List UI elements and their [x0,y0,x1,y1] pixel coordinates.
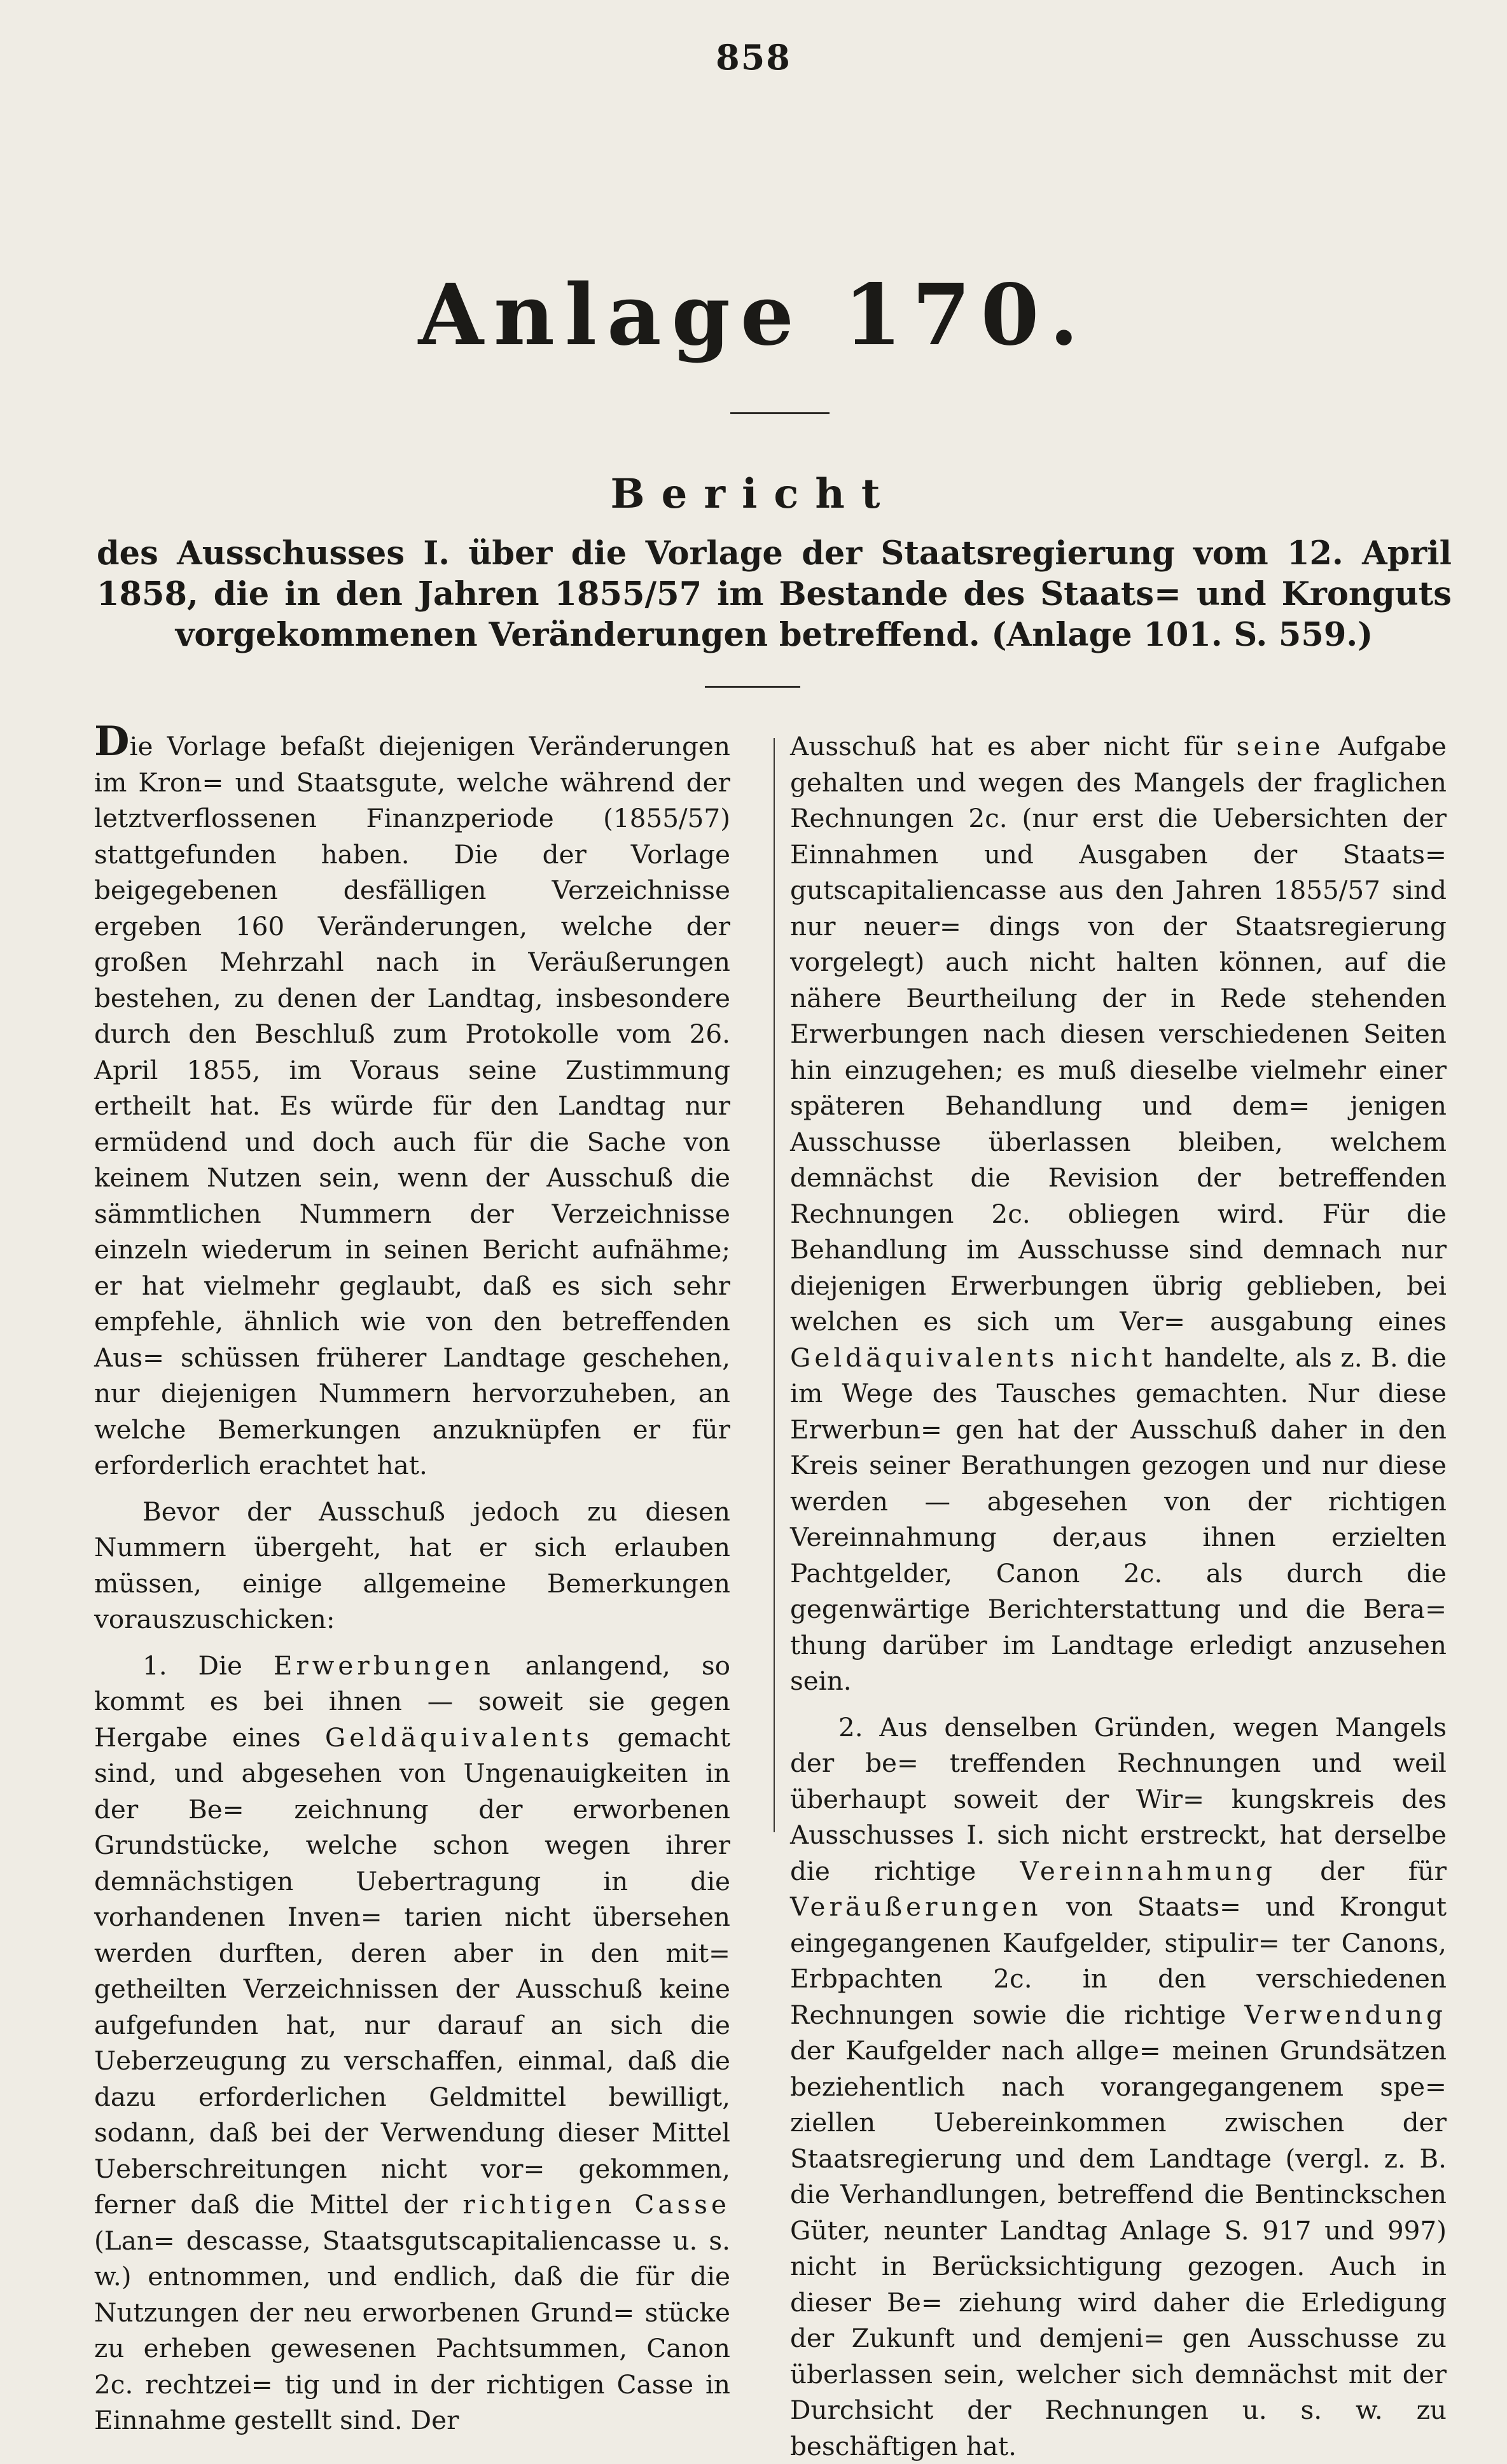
text-run: Aufgabe gehalten und wegen des Mangels der fraglichen Rechnungen 2c. (nur erst die Uebersichten der Einnahmen und Ausgaben der Staats= gutscapitaliencasse aus den Jahren 1855/57 sind nur neuer= dings von der Staatsregierung vorgelegt) auch nicht halten können, auf die nähere Beurtheilung der in Rede stehenden Erwerbungen nach diesen verschiedenen Seiten hin einzugehen; es muß dieselbe vielmehr einer späteren Behandlung und dem= jenigen Ausschusse überlassen bleiben, welchem demnächst die Revision der betreffenden Rechnungen 2c. obliegen wird. Für die Behandlung im Ausschusse sind demnach nur diejenigen Erwerbungen übrig geblieben, bei welchen es sich um Ver= ausgabung eines [790,731,1447,1337]
anlage-title: Anlage 170. [0,274,1507,358]
text-run: 1. Die [142,1650,274,1681]
left-paragraph-1 [94,728,730,1484]
text-run: Ausschuß hat es aber nicht für [790,731,1237,762]
emphasized-term: Erwerbungen [274,1650,494,1681]
text-run: gemacht sind, und abgesehen von Ungenauigkeiten in der Be= zeichnung der erworbenen Grundstücke, welche schon wegen ihrer demnächstigen Uebertragung in die vorhandenen Inven= tarien nicht übersehen werden durften, deren aber in den mit= getheilten Verzeichnissen der Ausschuß keine aufgefunden hat, nur darauf an sich die Ueberzeugung zu verschaffen, einmal, daß die dazu erforderlichen Geldmittel bewilligt, sodann, daß bei der Verwendung dieser Mittel Ueberschreitungen nicht vor= gekommen, ferner daß die Mittel der [94,1722,730,2220]
emphasized-term: seine [1237,731,1324,762]
text-run: handelte, als z. B. die im Wege des Tausches gemachten. Nur diese Erwerbun= gen hat der Ausschuß daher in den Kreis seiner Berathungen gezogen und nur diese werden — abgesehen von der richtigen Vereinnahmung der,aus ihnen erzielten Pachtgelder, Canon 2c. als durch die gegenwärtige Berichterstattung und die Bera= thung darüber im Landtage erledigt anzusehen sein. [790,1342,1447,1697]
right-paragraph-1 [790,728,1447,1699]
emphasized-term: Verwendung [1244,2000,1447,2030]
left-paragraph-2: Bevor der Ausschuß jedoch zu diesen Nummern übergeht, hat er sich erlauben müssen, einige allgemeine Bemerkungen vorauszuschicken: [94,1494,730,1638]
drop-cap: D [94,718,130,765]
emphasized-term: Geldäquivalents nicht [790,1342,1156,1373]
right-paragraph-2 [790,1709,1447,2464]
page-number: 858 [0,37,1507,78]
emphasized-term: Vereinnahmung [1020,1856,1276,1886]
column-divider-rule [774,738,775,1832]
text-run: von Staats= und Krongut eingegangenen Kaufgelder, stipulir= ter Canons, Erbpachten 2c. in den verschiedenen Rechnungen sowie die richtige [790,1891,1447,2030]
emphasized-term: Veräußerungen [790,1891,1042,1922]
text-run: der für [1276,1856,1447,1886]
report-subtitle: des Ausschusses I. über die Vorlage der Staatsregierung vom 12. April 1858, die in den Jahren 1855/57 im Bestande des Staats= und Kronguts vorgekommenen Veränderungen betreffend. (Anlage 101. S. 559.) [97,533,1452,655]
emphasized-term: richtigen Casse [462,2189,730,2220]
left-text-column [94,728,730,2439]
text-run: anlangend, so kommt es bei ihnen — soweit sie gegen Hergabe eines [94,1650,730,1753]
title-divider-rule [730,412,830,414]
right-text-column [790,728,1447,2464]
report-heading: Bericht [0,474,1507,515]
text-run: der Kaufgelder nach allge= meinen Grundsätzen beziehentlich nach vorangegangenem spe= ziellen Uebereinkommen zwischen der Staatsregierung und dem Landtage (vergl. z. B. die Verhandlungen, betreffend die Bentinckschen Güter, neunter Landtag Anlage S. 917 und 997) nicht in Berücksichtigung gezogen. Auch in dieser Be= ziehung wird daher die Erledigung der Zukunft und demjeni= gen Ausschusse zu überlassen sein, welcher sich demnächst mit der Durchsicht der Rechnungen u. s. w. zu beschäftigen hat. [790,2035,1447,2461]
left-paragraph-3 [94,1648,730,2439]
left-paragraph-1-text: ie Vorlage befaßt diejenigen Veränderungen im Kron= und Staatsgute, welche während der letztverflossenen Finanzperiode (1855/57) stattgefunden haben. Die der Vorlage beigegebenen desfälligen Verzeichnisse ergeben 160 Veränderungen, welche der großen Mehrzahl nach in Veräußerungen bestehen, zu denen der Landtag, insbesondere durch den Beschluß zum Protokolle vom 26. April 1855, im Voraus seine Zustimmung ertheilt hat. Es würde für den Landtag nur ermüdend und doch auch für die Sache von keinem Nutzen sein, wenn der Ausschuß die sämmtlichen Nummern der Verzeichnisse einzeln wiederum in seinen Bericht aufnähme; er hat vielmehr geglaubt, daß es sich sehr empfehle, ähnlich wie von den betreffenden Aus= schüssen früherer Landtage geschehen, nur diejenigen Nummern hervorzuheben, an welche Bemerkungen anzuknüpfen er für erforderlich erachtet hat. [94,731,730,1480]
emphasized-term: Geldäquivalents [325,1722,593,1753]
text-run: 2. Aus denselben Gründen, wegen Mangels der be= treffenden Rechnungen und weil überhaupt soweit der Wir= kungskreis des Ausschusses I. sich nicht erstreckt, hat derselbe die richtige [790,1712,1447,1886]
subtitle-divider-rule [705,686,800,688]
text-run: (Lan= descasse, Staatsgutscapitaliencasse u. s. w.) entnommen, und endlich, daß die für die Nutzungen der neu erworbenen Grund= stücke zu erheben gewesenen Pachtsummen, Canon 2c. rechtzei= tig und in der richtigen Casse in Einnahme gestellt sind. Der [94,2225,730,2436]
